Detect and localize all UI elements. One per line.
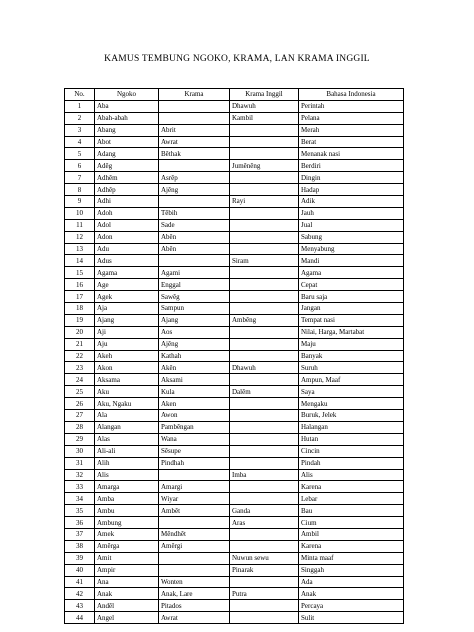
cell-bahasa-indonesia: Karena	[299, 481, 404, 493]
cell-no: 7	[65, 172, 95, 184]
cell-krama-inggil	[230, 184, 299, 196]
cell-krama: Pindhah	[159, 457, 230, 469]
header-no: No.	[65, 89, 95, 101]
cell-no: 33	[65, 481, 95, 493]
cell-bahasa-indonesia: Ada	[299, 576, 404, 588]
cell-no: 28	[65, 421, 95, 433]
cell-ngoko: Amit	[95, 552, 159, 564]
cell-ngoko: Aju	[95, 338, 159, 350]
cell-bahasa-indonesia: Mandi	[299, 255, 404, 267]
cell-krama-inggil	[230, 267, 299, 279]
table-row	[65, 410, 404, 422]
cell-ngoko: Ambu	[95, 505, 159, 517]
cell-ngoko: Alih	[95, 457, 159, 469]
cell-krama: Ajang	[159, 314, 230, 326]
cell-bahasa-indonesia: Buruk, Jelek	[299, 410, 404, 422]
cell-no: 42	[65, 588, 95, 600]
cell-krama-inggil	[230, 540, 299, 552]
cell-no: 41	[65, 576, 95, 588]
cell-bahasa-indonesia: Karena	[299, 540, 404, 552]
cell-ngoko: Ampir	[95, 564, 159, 576]
cell-krama: Awrat	[159, 136, 230, 148]
cell-ngoko: Aku, Ngaku	[95, 398, 159, 410]
table-row	[65, 326, 404, 338]
cell-ngoko: Adu	[95, 243, 159, 255]
cell-bahasa-indonesia: Adik	[299, 196, 404, 208]
cell-no: 8	[65, 184, 95, 196]
cell-ngoko: Alangan	[95, 421, 159, 433]
cell-krama: Amêrgi	[159, 540, 230, 552]
cell-no: 10	[65, 207, 95, 219]
cell-krama-inggil: Aras	[230, 517, 299, 529]
table-row	[65, 540, 404, 552]
table-row	[65, 291, 404, 303]
cell-no: 16	[65, 279, 95, 291]
cell-krama-inggil: Dalêm	[230, 386, 299, 398]
cell-krama: Agami	[159, 267, 230, 279]
cell-krama: Bêthak	[159, 148, 230, 160]
cell-ngoko: Agek	[95, 291, 159, 303]
cell-ngoko: Abot	[95, 136, 159, 148]
table-row	[65, 517, 404, 529]
cell-krama-inggil: Dhawuh	[230, 362, 299, 374]
cell-no: 14	[65, 255, 95, 267]
cell-krama-inggil	[230, 576, 299, 588]
table-row	[65, 433, 404, 445]
cell-bahasa-indonesia: Berat	[299, 136, 404, 148]
header-ngoko: Ngoko	[95, 89, 159, 101]
cell-bahasa-indonesia: Cincin	[299, 445, 404, 457]
cell-bahasa-indonesia: Dingin	[299, 172, 404, 184]
cell-ngoko: Adhêm	[95, 172, 159, 184]
cell-krama	[159, 196, 230, 208]
cell-krama-inggil	[230, 219, 299, 231]
cell-krama-inggil	[230, 279, 299, 291]
cell-krama-inggil	[230, 398, 299, 410]
table-row	[65, 421, 404, 433]
cell-bahasa-indonesia: Merah	[299, 124, 404, 136]
cell-bahasa-indonesia: Suruh	[299, 362, 404, 374]
cell-krama: Ajêng	[159, 338, 230, 350]
cell-ngoko: Aba	[95, 100, 159, 112]
cell-krama: Sampun	[159, 303, 230, 315]
cell-bahasa-indonesia: Berdiri	[299, 160, 404, 172]
cell-krama-inggil	[230, 207, 299, 219]
cell-krama: Enggal	[159, 279, 230, 291]
cell-no: 15	[65, 267, 95, 279]
cell-ngoko: Ali-ali	[95, 445, 159, 457]
cell-no: 24	[65, 374, 95, 386]
cell-krama: Sêsupe	[159, 445, 230, 457]
cell-krama-inggil: Rayi	[230, 196, 299, 208]
cell-krama: Ajêng	[159, 184, 230, 196]
cell-ngoko: Alis	[95, 469, 159, 481]
cell-no: 3	[65, 124, 95, 136]
table-row	[65, 279, 404, 291]
table-row	[65, 528, 404, 540]
cell-no: 13	[65, 243, 95, 255]
table-row	[65, 231, 404, 243]
cell-krama-inggil	[230, 148, 299, 160]
cell-bahasa-indonesia: Maju	[299, 338, 404, 350]
cell-krama-inggil	[230, 410, 299, 422]
table-row	[65, 314, 404, 326]
cell-no: 2	[65, 112, 95, 124]
cell-krama-inggil	[230, 136, 299, 148]
table-row	[65, 600, 404, 612]
cell-ngoko: Ambung	[95, 517, 159, 529]
cell-ngoko: Adol	[95, 219, 159, 231]
cell-krama	[159, 100, 230, 112]
cell-krama	[159, 160, 230, 172]
cell-ngoko: Adon	[95, 231, 159, 243]
cell-bahasa-indonesia: Halangan	[299, 421, 404, 433]
table-row	[65, 493, 404, 505]
cell-krama-inggil: Jumênêng	[230, 160, 299, 172]
cell-bahasa-indonesia: Bau	[299, 505, 404, 517]
cell-krama-inggil: Dhawuh	[230, 100, 299, 112]
cell-krama	[159, 517, 230, 529]
cell-krama: Kathah	[159, 350, 230, 362]
cell-bahasa-indonesia: Jauh	[299, 207, 404, 219]
cell-krama: Asrêp	[159, 172, 230, 184]
cell-ngoko: Adoh	[95, 207, 159, 219]
cell-krama-inggil: Ambêng	[230, 314, 299, 326]
cell-krama	[159, 564, 230, 576]
cell-krama-inggil	[230, 612, 299, 624]
table-row	[65, 112, 404, 124]
table-row	[65, 160, 404, 172]
cell-krama: Akên	[159, 362, 230, 374]
cell-bahasa-indonesia: Pelana	[299, 112, 404, 124]
cell-krama-inggil: Nuwun sewu	[230, 552, 299, 564]
table-row	[65, 148, 404, 160]
cell-ngoko: Amek	[95, 528, 159, 540]
cell-no: 20	[65, 326, 95, 338]
cell-krama: Abên	[159, 231, 230, 243]
header-krama: Krama	[159, 89, 230, 101]
cell-no: 21	[65, 338, 95, 350]
table-row	[65, 172, 404, 184]
cell-bahasa-indonesia: Minta maaf	[299, 552, 404, 564]
cell-bahasa-indonesia: Pindah	[299, 457, 404, 469]
table-row	[65, 362, 404, 374]
table-row	[65, 267, 404, 279]
cell-bahasa-indonesia: Sulit	[299, 612, 404, 624]
cell-bahasa-indonesia: Menanak nasi	[299, 148, 404, 160]
cell-ngoko: Aja	[95, 303, 159, 315]
table-row	[65, 398, 404, 410]
cell-ngoko: Abah-abah	[95, 112, 159, 124]
cell-krama: Kula	[159, 386, 230, 398]
cell-krama-inggil	[230, 291, 299, 303]
table-row	[65, 350, 404, 362]
cell-no: 37	[65, 528, 95, 540]
cell-bahasa-indonesia: Hadap	[299, 184, 404, 196]
cell-bahasa-indonesia: Cepat	[299, 279, 404, 291]
cell-no: 35	[65, 505, 95, 517]
cell-no: 40	[65, 564, 95, 576]
cell-no: 31	[65, 457, 95, 469]
cell-krama: Mêndhêt	[159, 528, 230, 540]
cell-no: 4	[65, 136, 95, 148]
cell-krama-inggil: Pinarak	[230, 564, 299, 576]
cell-no: 38	[65, 540, 95, 552]
cell-ngoko: Ajang	[95, 314, 159, 326]
cell-bahasa-indonesia: Jual	[299, 219, 404, 231]
cell-bahasa-indonesia: Banyak	[299, 350, 404, 362]
cell-krama-inggil	[230, 421, 299, 433]
cell-no: 43	[65, 600, 95, 612]
table-row	[65, 184, 404, 196]
cell-ngoko: Alas	[95, 433, 159, 445]
table-row	[65, 100, 404, 112]
cell-ngoko: Adhêp	[95, 184, 159, 196]
table-row	[65, 445, 404, 457]
cell-bahasa-indonesia: Singgah	[299, 564, 404, 576]
cell-krama	[159, 255, 230, 267]
cell-krama	[159, 112, 230, 124]
cell-no: 30	[65, 445, 95, 457]
cell-krama-inggil	[230, 481, 299, 493]
cell-krama: Awrat	[159, 612, 230, 624]
cell-bahasa-indonesia: Sabung	[299, 231, 404, 243]
cell-krama: Ambêt	[159, 505, 230, 517]
cell-krama: Wiyar	[159, 493, 230, 505]
cell-no: 26	[65, 398, 95, 410]
cell-krama: Aos	[159, 326, 230, 338]
cell-krama: Pitados	[159, 600, 230, 612]
table-row	[65, 612, 404, 624]
cell-krama-inggil: Putra	[230, 588, 299, 600]
table-row	[65, 505, 404, 517]
cell-krama: Têbih	[159, 207, 230, 219]
cell-krama: Awon	[159, 410, 230, 422]
table-row	[65, 207, 404, 219]
cell-krama-inggil	[230, 231, 299, 243]
cell-krama	[159, 552, 230, 564]
cell-krama-inggil	[230, 600, 299, 612]
table-row	[65, 136, 404, 148]
table-row	[65, 338, 404, 350]
cell-bahasa-indonesia: Perintah	[299, 100, 404, 112]
table-row	[65, 552, 404, 564]
document-title: KAMUS TEMBUNG NGOKO, KRAMA, LAN KRAMA INGGIL	[104, 54, 370, 64]
cell-ngoko: Amarga	[95, 481, 159, 493]
cell-bahasa-indonesia: Menyabung	[299, 243, 404, 255]
cell-krama-inggil	[230, 457, 299, 469]
cell-no: 32	[65, 469, 95, 481]
cell-ngoko: Aji	[95, 326, 159, 338]
cell-bahasa-indonesia: Tempat nasi	[299, 314, 404, 326]
cell-krama-inggil	[230, 493, 299, 505]
cell-ngoko: Age	[95, 279, 159, 291]
cell-no: 5	[65, 148, 95, 160]
cell-ngoko: Adhi	[95, 196, 159, 208]
cell-bahasa-indonesia: Agama	[299, 267, 404, 279]
cell-bahasa-indonesia: Jangan	[299, 303, 404, 315]
cell-no: 27	[65, 410, 95, 422]
table-row	[65, 124, 404, 136]
cell-ngoko: Amêrga	[95, 540, 159, 552]
cell-krama-inggil	[230, 338, 299, 350]
table-body	[65, 100, 404, 623]
cell-ngoko: Anak	[95, 588, 159, 600]
cell-bahasa-indonesia: Mengaku	[299, 398, 404, 410]
cell-krama-inggil	[230, 433, 299, 445]
cell-bahasa-indonesia: Lebar	[299, 493, 404, 505]
table-row	[65, 576, 404, 588]
cell-krama-inggil: Kambil	[230, 112, 299, 124]
cell-krama: Aken	[159, 398, 230, 410]
cell-bahasa-indonesia: Alis	[299, 469, 404, 481]
header-bahasa-indonesia: Bahasa Indonesia	[299, 89, 404, 101]
cell-ngoko: Amba	[95, 493, 159, 505]
cell-ngoko: Adus	[95, 255, 159, 267]
cell-krama-inggil	[230, 124, 299, 136]
cell-ngoko: Adêg	[95, 160, 159, 172]
table-row	[65, 469, 404, 481]
cell-ngoko: Akeh	[95, 350, 159, 362]
cell-krama-inggil	[230, 374, 299, 386]
cell-bahasa-indonesia: Ambil	[299, 528, 404, 540]
cell-krama-inggil	[230, 445, 299, 457]
cell-bahasa-indonesia: Anak	[299, 588, 404, 600]
cell-no: 19	[65, 314, 95, 326]
cell-krama: Amargi	[159, 481, 230, 493]
cell-bahasa-indonesia: Cium	[299, 517, 404, 529]
cell-no: 17	[65, 291, 95, 303]
cell-krama: Wana	[159, 433, 230, 445]
table-row	[65, 374, 404, 386]
cell-ngoko: Ala	[95, 410, 159, 422]
header-krama-inggil: Krama Inggil	[230, 89, 299, 101]
cell-ngoko: Aksama	[95, 374, 159, 386]
cell-no: 11	[65, 219, 95, 231]
cell-ngoko: Akon	[95, 362, 159, 374]
cell-ngoko: Abang	[95, 124, 159, 136]
cell-no: 1	[65, 100, 95, 112]
cell-krama-inggil	[230, 528, 299, 540]
cell-no: 25	[65, 386, 95, 398]
cell-krama: Abrit	[159, 124, 230, 136]
cell-ngoko: Angel	[95, 612, 159, 624]
cell-krama	[159, 469, 230, 481]
cell-bahasa-indonesia: Hutan	[299, 433, 404, 445]
cell-no: 9	[65, 196, 95, 208]
cell-ngoko: Agama	[95, 267, 159, 279]
cell-krama: Sawêg	[159, 291, 230, 303]
cell-bahasa-indonesia: Percaya	[299, 600, 404, 612]
cell-krama: Wonten	[159, 576, 230, 588]
cell-krama-inggil: Siram	[230, 255, 299, 267]
cell-krama-inggil	[230, 350, 299, 362]
cell-krama-inggil: Imba	[230, 469, 299, 481]
cell-krama: Aksami	[159, 374, 230, 386]
table-row	[65, 196, 404, 208]
table-row	[65, 481, 404, 493]
cell-no: 34	[65, 493, 95, 505]
cell-bahasa-indonesia: Baru saja	[299, 291, 404, 303]
cell-krama-inggil	[230, 303, 299, 315]
cell-ngoko: Andêl	[95, 600, 159, 612]
cell-bahasa-indonesia: Ampun, Maaf	[299, 374, 404, 386]
cell-no: 29	[65, 433, 95, 445]
table-row	[65, 243, 404, 255]
cell-no: 18	[65, 303, 95, 315]
cell-krama-inggil: Ganda	[230, 505, 299, 517]
cell-no: 39	[65, 552, 95, 564]
cell-bahasa-indonesia: Nilai, Harga, Martabat	[299, 326, 404, 338]
table-row	[65, 588, 404, 600]
table-row	[65, 219, 404, 231]
cell-krama: Sade	[159, 219, 230, 231]
table-header-row	[65, 89, 404, 101]
table-row	[65, 386, 404, 398]
table-row	[65, 457, 404, 469]
cell-bahasa-indonesia: Saya	[299, 386, 404, 398]
cell-no: 12	[65, 231, 95, 243]
cell-no: 44	[65, 612, 95, 624]
cell-no: 6	[65, 160, 95, 172]
table-row	[65, 303, 404, 315]
cell-krama: Anak, Lare	[159, 588, 230, 600]
dictionary-table	[64, 88, 404, 624]
cell-ngoko: Adang	[95, 148, 159, 160]
cell-ngoko: Ana	[95, 576, 159, 588]
table-row	[65, 255, 404, 267]
cell-krama-inggil	[230, 326, 299, 338]
cell-ngoko: Aku	[95, 386, 159, 398]
cell-no: 23	[65, 362, 95, 374]
cell-no: 36	[65, 517, 95, 529]
cell-krama: Pambêngan	[159, 421, 230, 433]
cell-krama: Abên	[159, 243, 230, 255]
cell-no: 22	[65, 350, 95, 362]
table-row	[65, 564, 404, 576]
cell-krama-inggil	[230, 172, 299, 184]
cell-krama-inggil	[230, 243, 299, 255]
